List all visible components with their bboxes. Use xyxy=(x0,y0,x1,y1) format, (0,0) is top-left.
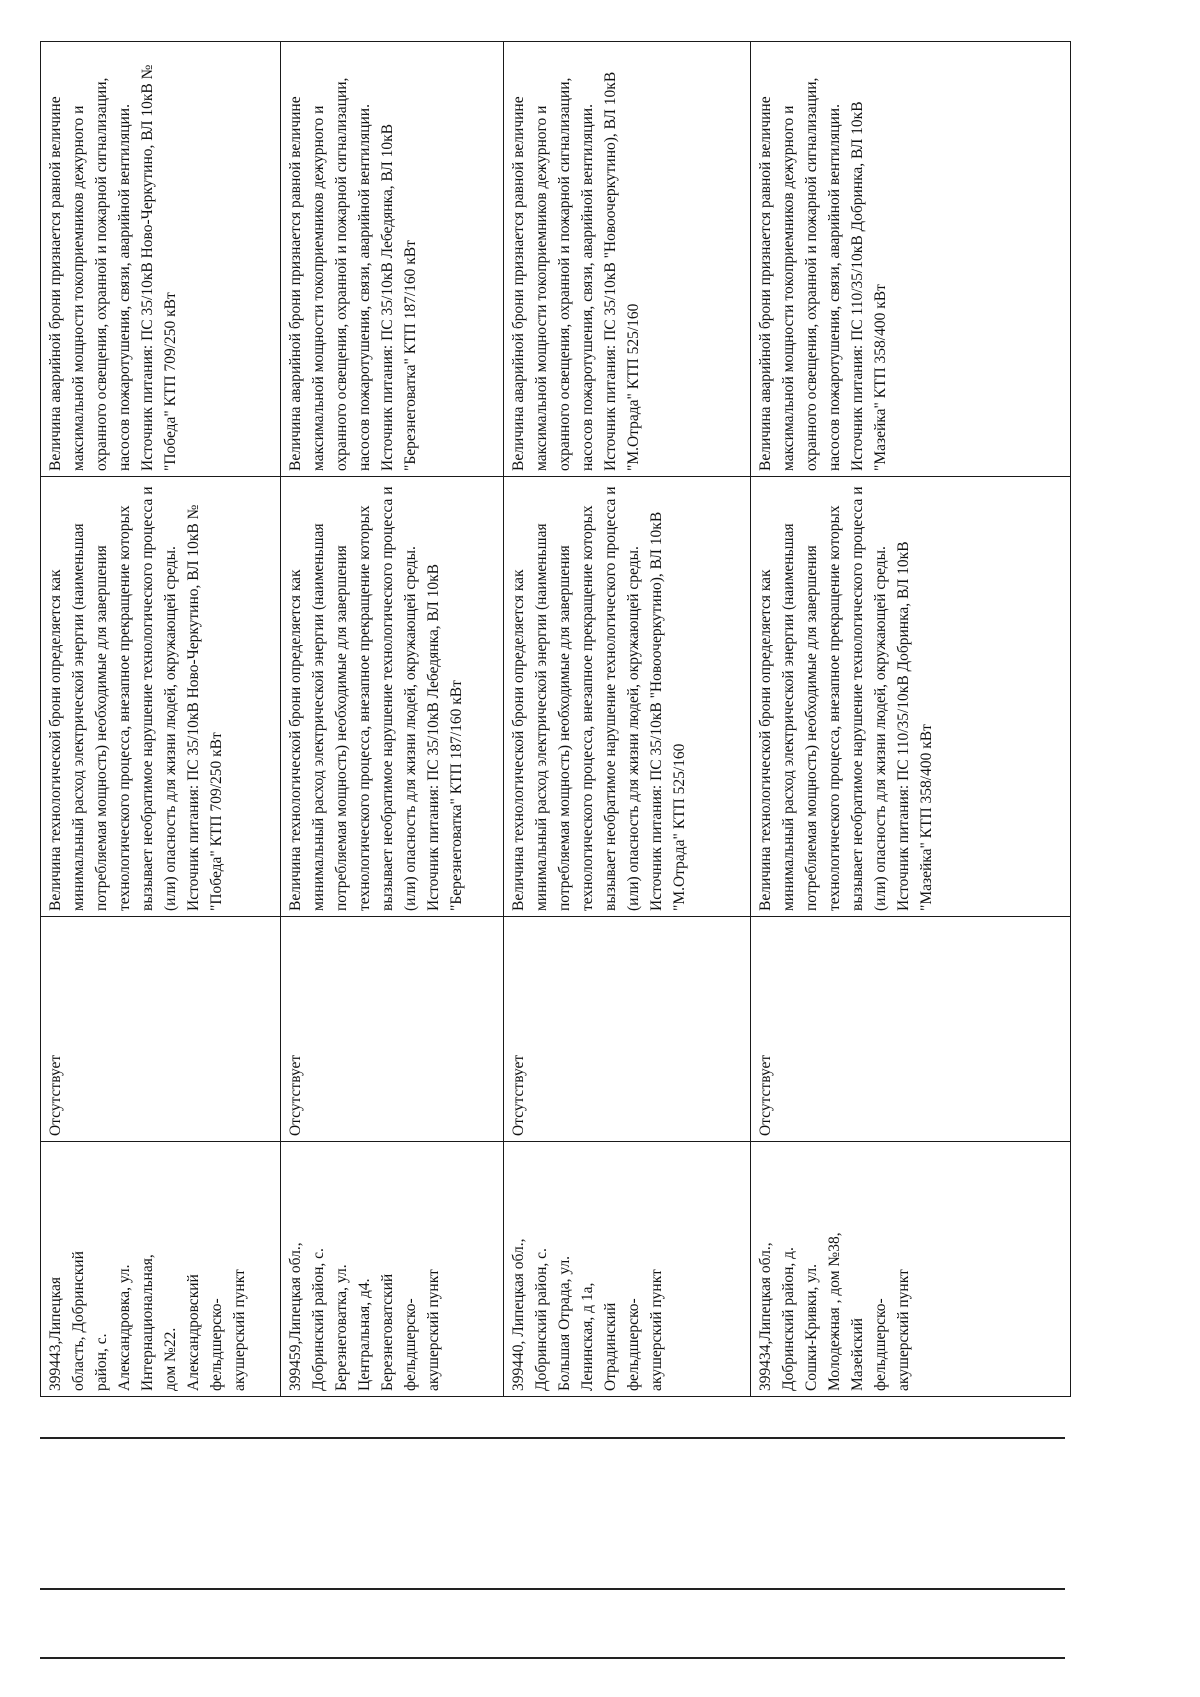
emergency-reserve-text: Величина аварийной брони признается равной величине максимальной мощности токоприемников дежурного и охранного освещения, охранной и пожарной сигнализации, насосов пожаротушения, связи, аварийной вентиляции. Источник питания: ПС 35/10кВ "Новоочеркутино), ВЛ 10кВ "М.Отрада" КТП 525/160 xyxy=(510,71,642,471)
table-row xyxy=(751,42,1071,1397)
emergency-reserve-text: Величина аварийной брони признается равной величине максимальной мощности токоприемников дежурного и охранного освещения, охранной и пожарной сигнализации, насосов пожаротушения, связи, аварийной вентиляции. Источник питания: ПС 35/10кВ Лебедянка, ВЛ 10кВ "Березнеговатка" КТП 187/160 кВт xyxy=(287,77,419,471)
status-text: Отсутствует xyxy=(757,1054,774,1136)
tech-reserve-cell xyxy=(41,477,281,917)
status-text: Отсутствует xyxy=(287,1054,304,1136)
address-cell xyxy=(41,1142,281,1397)
emergency-reserve-cell xyxy=(41,42,281,477)
tech-reserve-text: Величина технологической брони определяется как минимальный расход электрической энергии (наименьшая потребляемая мощность) необходимые для завершения технологического процесса, внезапное прекращение которых вызывает необратимое нарушение технологического процесса и (или) опасность для жизни людей, окружающей среды. Источник питания: ПС 110/35/10кВ Добринка, ВЛ 10кВ "Мазейка" КТП 358/400 кВт xyxy=(757,486,935,911)
table-row xyxy=(41,42,281,1397)
table-row xyxy=(504,42,751,1397)
status-cell xyxy=(504,917,751,1142)
tech-reserve-text: Величина технологической брони определяется как минимальный расход электрической энергии (наименьшая потребляемая мощность) необходимые для завершения технологического процесса, внезапное прекращение которых вызывает необратимое нарушение технологического процесса и (или) опасность для жизни людей, окружающей среды. Источник питания: ПС 35/10кВ Лебедянка, ВЛ 10кВ "Березнеговатка" КТП 187/160 кВт xyxy=(287,486,465,911)
address-text: 399443,Липецкая область, Добринский район, с. Александровка, ул. Интернациональная, дом №22. Александровский фельдшерско- акушерский пункт xyxy=(47,1251,248,1391)
status-cell xyxy=(41,917,281,1142)
rotated-page-content xyxy=(40,42,1070,1397)
emergency-reserve-cell xyxy=(504,42,751,477)
emergency-reserve-text: Величина аварийной брони признается равной величине максимальной мощности токоприемников дежурного и охранного освещения, охранной и пожарной сигнализации, насосов пожаротушения, связи, аварийной вентиляции. Источник питания: ПС 35/10кВ Ново-Черкутино, ВЛ 10кВ № "Победа" КТП 709/250 кВт xyxy=(47,64,179,471)
emergency-reserve-text: Величина аварийной брони признается равной величине максимальной мощности токоприемников дежурного и охранного освещения, охранной и пожарной сигнализации, насосов пожаротушения, связи, аварийной вентиляции. Источник питания: ПС 110/35/10кВ Добринка, ВЛ 10кВ "Мазейка" КТП 358/400 кВт xyxy=(757,77,889,471)
bottom-rule-1 xyxy=(40,1437,1065,1439)
address-cell xyxy=(751,1142,1071,1397)
status-text: Отсутствует xyxy=(510,1054,527,1136)
tech-reserve-cell xyxy=(751,477,1071,917)
address-text: 399434,Липецкая обл., Добринский район, д. Сошки-Кривки, ул. Молодежная , дом №38, Мазейский фельдшерско- акушерский пункт xyxy=(757,1232,912,1391)
tech-reserve-text: Величина технологической брони определяется как минимальный расход электрической энергии (наименьшая потребляемая мощность) необходимые для завершения технологического процесса, внезапное прекращение которых вызывает необратимое нарушение технологического процесса и (или) опасность для жизни людей, окружающей среды. Источник питания: ПС 35/10кВ Ново-Черкутино, ВЛ 10кВ № "Победа" КТП 709/250 кВт xyxy=(47,486,225,911)
tech-reserve-cell xyxy=(504,477,751,917)
address-cell xyxy=(504,1142,751,1397)
emergency-reserve-cell xyxy=(751,42,1071,477)
address-cell xyxy=(281,1142,504,1397)
table-row xyxy=(281,42,504,1397)
tech-reserve-cell xyxy=(281,477,504,917)
address-text: 399440, Липецкая обл., Добринский район, с. Большая Отрада, ул. Ленинская, д 1а, Отрадинский фельдшерско- акушерский пункт xyxy=(510,1238,665,1391)
status-text: Отсутствует xyxy=(47,1054,64,1136)
power-reserve-table xyxy=(40,41,1071,1397)
status-cell xyxy=(751,917,1071,1142)
tech-reserve-text: Величина технологической брони определяется как минимальный расход электрической энергии (наименьшая потребляемая мощность) необходимые для завершения технологического процесса, внезапное прекращение которых вызывает необратимое нарушение технологического процесса и (или) опасность для жизни людей, окружающей среды. Источник питания: ПС 35/10кВ "Новоочеркутино), ВЛ 10кВ "М.Отрада" КТП 525/160 xyxy=(510,486,688,911)
address-text: 399459,Липецкая обл., Добринский район, с. Березнеговатка, ул. Центральная, д4. Березнеговатский фельдшерско- акушерский пункт xyxy=(287,1242,442,1391)
bottom-rule-2 xyxy=(40,1588,1065,1590)
emergency-reserve-cell xyxy=(281,42,504,477)
bottom-rule-3 xyxy=(40,1657,1065,1659)
status-cell xyxy=(281,917,504,1142)
